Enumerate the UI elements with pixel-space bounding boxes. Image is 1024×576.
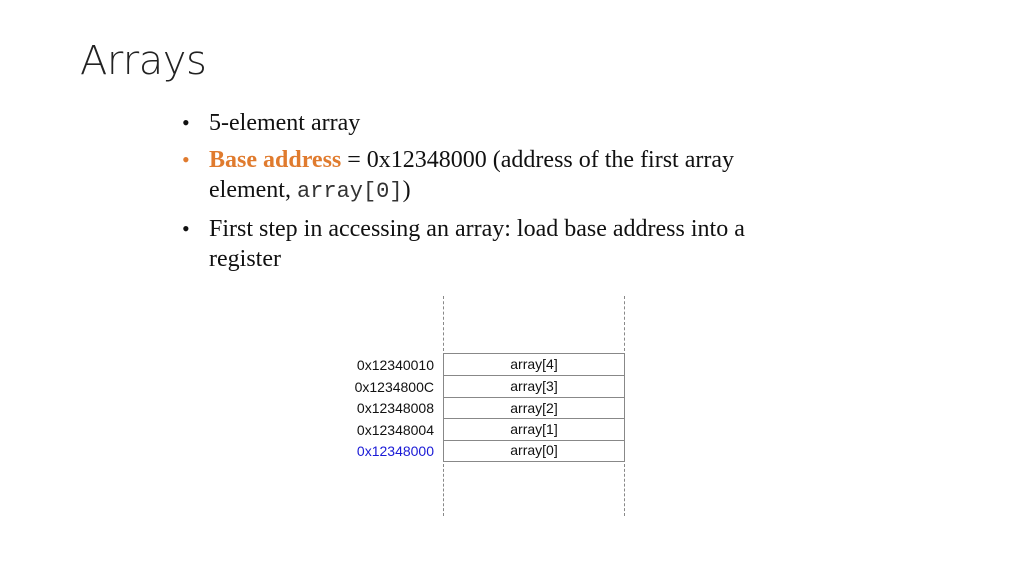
memory-cell: array[4] (510, 356, 558, 372)
bullet-icon: • (182, 147, 190, 172)
memory-cell: array[2] (444, 397, 624, 418)
bullet-icon: • (182, 216, 190, 241)
bullet-item (180, 145, 820, 207)
bullet-icon: • (182, 110, 190, 135)
memory-address: 0x1234800C (354, 379, 434, 395)
memory-dash-right-bottom (624, 464, 625, 516)
bullet-text: First step in accessing an array: load base address into a register (209, 216, 745, 272)
memory-cell: array[0] (444, 440, 624, 460)
memory-dash-left-bottom (443, 464, 444, 516)
memory-dash-left-top (443, 296, 444, 351)
bullet-text: = 0x12348000 (address of the first array element, (209, 147, 735, 203)
memory-address: 0x12348004 (356, 422, 434, 438)
memory-cell: array[3] (444, 375, 624, 396)
memory-block (443, 353, 625, 462)
code-array-0: array[0] (296, 179, 403, 204)
memory-dash-right-top (624, 296, 625, 351)
memory-address: 0x12340010 (356, 357, 434, 373)
bullet-item (180, 214, 820, 274)
memory-address: 0x12348008 (356, 400, 434, 416)
bullet-item (180, 108, 820, 138)
memory-cell: array[1] (444, 418, 624, 439)
base-address-label: 0x12348000 (356, 443, 434, 459)
slide-title: Arrays (80, 38, 207, 84)
bullet-text-end: ) (402, 177, 411, 203)
base-address-term: Base address (209, 147, 342, 173)
bullet-list (180, 108, 820, 281)
bullet-text: 5-element array (209, 110, 361, 136)
